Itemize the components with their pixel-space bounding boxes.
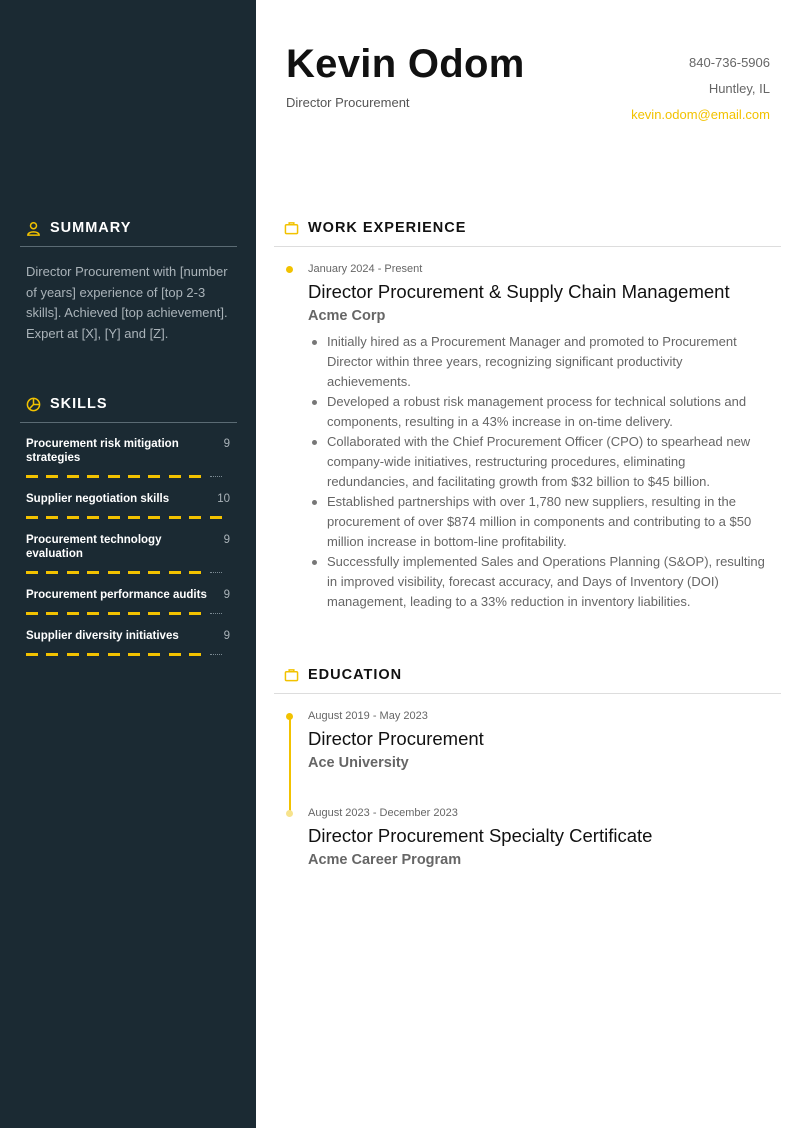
skill-level-segment	[108, 653, 120, 656]
skill-level-remaining	[210, 654, 222, 655]
contact-info	[631, 50, 770, 128]
skill-level-segment	[108, 612, 120, 615]
timeline-line	[289, 717, 291, 814]
job-bullet: Successfully implemented Sales and Operations Planning (S&OP), resulting in improved visibility, forecast accuracy, and Days of Inventory (DOI) management, leading to a 33% reduction in inventory liabilities.	[309, 552, 769, 612]
work-divider	[274, 246, 781, 247]
skill-level-segment	[128, 475, 140, 478]
skill-level: 9	[223, 438, 230, 450]
degree-title: Director Procurement	[308, 728, 484, 749]
skill-level-segment	[87, 571, 99, 574]
skill-level-remaining	[210, 572, 222, 573]
skill-level-segment	[67, 516, 79, 519]
skill-level-segment	[67, 653, 79, 656]
job-bullets	[309, 332, 769, 612]
skill-name: Supplier diversity initiatives	[26, 630, 179, 642]
skill-level-segment	[26, 612, 38, 615]
location: Huntley, IL	[708, 81, 770, 96]
timeline-dot	[286, 266, 293, 273]
education-divider	[274, 693, 781, 694]
skill-level-segment	[108, 571, 120, 574]
skill-level-segment	[26, 475, 38, 478]
skills-heading	[26, 396, 108, 412]
skill-level-segment	[87, 653, 99, 656]
skill-level-segment	[67, 612, 79, 615]
job-bullet: Initially hired as a Procurement Manager and promoted to Procurement Director within three years, recognizing significant productivity achievements.	[309, 332, 769, 392]
summary-divider	[20, 246, 237, 247]
work-experience-heading	[284, 220, 466, 236]
skill-level-segment	[87, 475, 99, 478]
skill-item	[26, 629, 230, 656]
skill-item	[26, 533, 230, 574]
skill-level-segment	[169, 571, 181, 574]
skill-level-segment	[210, 516, 222, 519]
candidate-name: Kevin Odom	[286, 42, 525, 86]
briefcase-icon	[284, 221, 299, 235]
skill-level-remaining	[210, 613, 222, 614]
education-heading	[284, 667, 402, 683]
skill-item	[26, 437, 230, 478]
education-entry	[308, 710, 778, 771]
job-bullet: Established partnerships with over 1,780 new suppliers, resulting in the procurement of over $874 million in components and contributing to a $50 million increase in bottom-line profitability.	[309, 492, 769, 552]
skills-title: SKILLS	[50, 396, 108, 412]
briefcase-icon	[284, 668, 299, 682]
company-name: Acme Corp	[308, 308, 386, 324]
skill-level-segment	[148, 516, 160, 519]
skill-level-segment	[169, 612, 181, 615]
skill-level-segment	[108, 516, 120, 519]
skill-name: Procurement technology evaluation	[26, 534, 162, 560]
skill-level-bar	[26, 475, 230, 478]
school-name: Acme Career Program	[308, 852, 462, 868]
skill-level-segment	[128, 571, 140, 574]
job-bullet: Collaborated with the Chief Procurement Officer (CPO) to spearhead new company-wide initiatives, restructuring procedures, eliminating redundancies, and facilitating growth from $32 billion to $45 billion.	[309, 432, 769, 492]
main-content	[256, 0, 800, 1128]
skill-name: Procurement performance audits	[26, 589, 207, 601]
skill-level-segment	[46, 516, 58, 519]
job-title: Director Procurement & Supply Chain Management	[308, 281, 730, 302]
skill-level-segment	[148, 612, 160, 615]
skill-level-segment	[87, 612, 99, 615]
pie-chart-icon	[26, 397, 41, 412]
skill-level-segment	[46, 571, 58, 574]
skill-level-segment	[189, 612, 201, 615]
skill-level-segment	[128, 516, 140, 519]
skills-divider	[20, 422, 237, 423]
phone: 840-736-5906	[689, 55, 770, 70]
skill-level-segment	[67, 571, 79, 574]
skill-item	[26, 588, 230, 615]
sidebar	[0, 0, 256, 1128]
skill-level-segment	[189, 516, 201, 519]
skill-item	[26, 492, 230, 519]
skill-level-bar	[26, 653, 230, 656]
education-date: August 2023 - December 2023	[308, 807, 458, 819]
skill-level-segment	[189, 653, 201, 656]
skill-level-segment	[46, 612, 58, 615]
skill-level-segment	[26, 516, 38, 519]
skill-level-segment	[189, 571, 201, 574]
skill-level-segment	[169, 516, 181, 519]
skill-level-remaining	[210, 476, 222, 477]
job-date: January 2024 - Present	[308, 263, 423, 275]
timeline-dot	[286, 713, 293, 720]
skill-level-segment	[169, 475, 181, 478]
skill-level-segment	[148, 571, 160, 574]
skill-name: Procurement risk mitigation strategies	[26, 438, 179, 464]
skill-level-bar	[26, 516, 230, 519]
skill-level-segment	[148, 653, 160, 656]
email-link[interactable]: kevin.odom@email.com	[631, 107, 770, 122]
skill-level: 10	[217, 493, 230, 505]
skill-level-segment	[46, 653, 58, 656]
skill-level-segment	[67, 475, 79, 478]
skills-list	[26, 437, 230, 670]
work-experience-title: WORK EXPERIENCE	[308, 220, 467, 236]
skill-level-segment	[108, 475, 120, 478]
skill-level-segment	[128, 612, 140, 615]
job-entry	[308, 263, 778, 612]
skill-level-segment	[46, 475, 58, 478]
skill-level-segment	[169, 653, 181, 656]
skill-level-segment	[128, 653, 140, 656]
candidate-role: Director Procurement	[286, 95, 410, 110]
summary-text: Director Procurement with [number of years] experience of [top 2-3 skills]. Achieved [top achievement]. Expert at [X], [Y] and [Z].	[26, 264, 228, 341]
skill-level-bar	[26, 612, 230, 615]
degree-title: Director Procurement Specialty Certificate	[308, 825, 653, 846]
school-name: Ace University	[308, 755, 409, 771]
skill-level: 9	[223, 630, 230, 642]
timeline-dot	[286, 810, 293, 817]
summary-heading	[26, 220, 131, 236]
skill-level-bar	[26, 571, 230, 574]
skill-level-segment	[189, 475, 201, 478]
job-bullet: Developed a robust risk management process for technical solutions and components, resulting in a 43% increase in on-time delivery.	[309, 392, 769, 432]
summary-title: SUMMARY	[50, 220, 132, 236]
education-entry	[308, 807, 778, 868]
skill-level-segment	[26, 653, 38, 656]
skill-name: Supplier negotiation skills	[26, 493, 170, 505]
education-date: August 2019 - May 2023	[308, 710, 428, 722]
skill-level: 9	[223, 534, 230, 546]
education-title: EDUCATION	[308, 667, 403, 683]
person-icon	[26, 221, 41, 236]
skill-level-segment	[26, 571, 38, 574]
skill-level: 9	[223, 589, 230, 601]
skill-level-segment	[148, 475, 160, 478]
skill-level-segment	[87, 516, 99, 519]
